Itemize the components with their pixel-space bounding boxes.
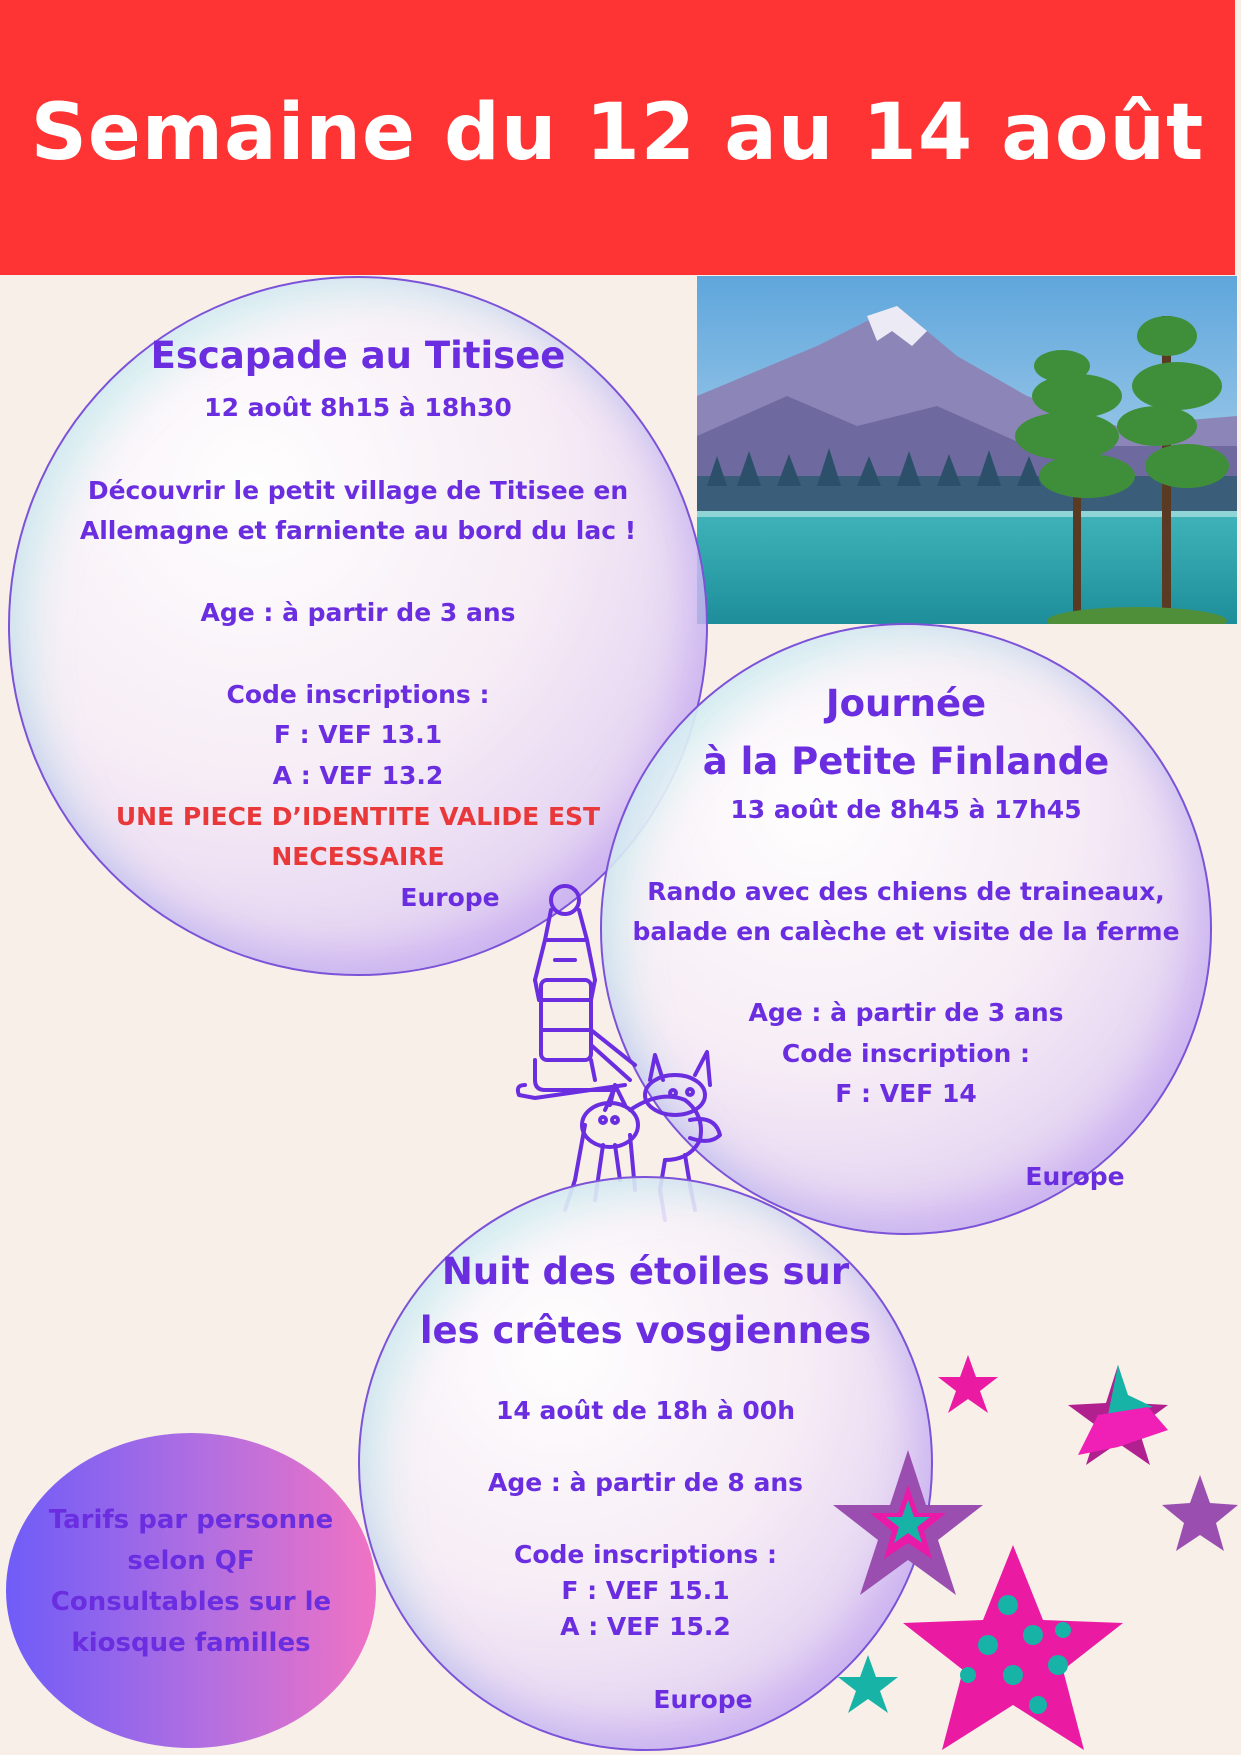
activity-title: Nuit des étoiles sur xyxy=(441,1250,850,1293)
activity-age: Age : à partir de 3 ans xyxy=(200,598,516,627)
activity-age: Age : à partir de 8 ans xyxy=(487,1468,804,1497)
activity-warning: NECESSAIRE xyxy=(271,842,445,871)
activity-destination: Europe xyxy=(1025,1162,1125,1191)
tarifs-line: Consultables sur le xyxy=(50,1587,332,1617)
activity-datetime: 12 août 8h15 à 18h30 xyxy=(204,393,512,422)
activity-title: les crêtes vosgiennes xyxy=(419,1309,872,1352)
activity-datetime: 13 août de 8h45 à 17h45 xyxy=(730,795,1082,824)
tarifs-line: Tarifs par personne xyxy=(48,1505,334,1535)
activity-title: Escapade au Titisee xyxy=(150,334,566,377)
activity-desc-line: balade en calèche et visite de la ferme xyxy=(632,917,1180,946)
activity-age: Age : à partir de 3 ans xyxy=(748,998,1064,1027)
activity-desc-line: Découvrir le petit village de Titisee en xyxy=(87,476,629,505)
activity-desc-line: Allemagne et farniente au bord du lac ! xyxy=(79,516,637,545)
activity-code-f: F : VEF 13.1 xyxy=(273,720,443,749)
activity-warning: UNE PIECE D’IDENTITE VALIDE EST xyxy=(115,802,601,831)
tarifs-text xyxy=(6,1500,376,1664)
mountain-lake-illustration xyxy=(697,276,1237,624)
activity-desc-line: Rando avec des chiens de traineaux, xyxy=(647,877,1165,906)
activity-title: Journée xyxy=(825,682,987,725)
activity-destination: Europe xyxy=(653,1685,753,1714)
tarifs-line: kiosque familles xyxy=(71,1628,311,1658)
activity-code-label: Code inscriptions : xyxy=(513,1540,777,1569)
activity-datetime: 14 août de 18h à 00h xyxy=(496,1396,795,1425)
stars-illustration xyxy=(818,1355,1238,1750)
activity-destination: Europe xyxy=(400,883,500,912)
activity-code-label: Code inscription : xyxy=(781,1039,1031,1068)
activity-code-label: Code inscriptions : xyxy=(226,680,490,709)
page-title: Semaine du 12 au 14 août xyxy=(30,88,1205,178)
activity-code-f: F : VEF 15.1 xyxy=(561,1576,730,1605)
activity-title: à la Petite Finlande xyxy=(702,740,1110,783)
activity-code-f: F : VEF 14 xyxy=(835,1079,977,1108)
tarifs-line: selon QF xyxy=(127,1546,255,1576)
activity-code-a: A : VEF 15.2 xyxy=(560,1612,731,1641)
header-banner xyxy=(0,0,1235,275)
activity-code-a: A : VEF 13.2 xyxy=(272,761,444,790)
